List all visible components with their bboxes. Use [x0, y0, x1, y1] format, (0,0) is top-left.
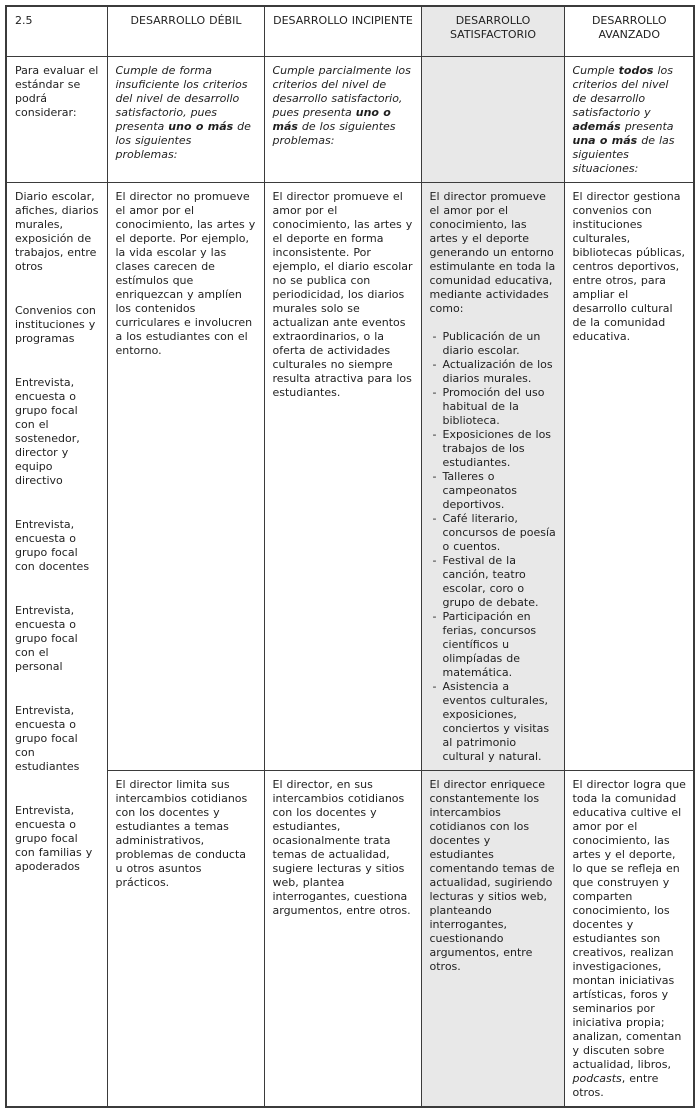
evaluation-note-cell: Para evaluar el estándar se podrá considerar: [6, 56, 107, 182]
satisfactorio-activities-list [430, 330, 557, 764]
qualifier-debil-cell [107, 56, 264, 182]
text-segment: los criterios del nivel de desarrollo satisfactorio y [572, 63, 673, 119]
header-row [6, 6, 694, 56]
instrument-item: Entrevista, encuesta o grupo focal con familias y apoderados [15, 803, 93, 873]
activity-item: - Publicación de un diario escolar. [433, 330, 557, 358]
col-header-desarrollo-avanzado: DESARROLLO AVANZADO [564, 6, 694, 56]
indicator-satisfactorio-2-cell: El director enriquece constantemente los intercambios cotidianos con los docentes y estudiantes comentando temas de actualidad, sugiriendo lecturas y sitios web, planteando interrogantes, cuestionando argumentos, entre otros. [421, 770, 564, 1107]
qualifier-incipiente-cell [264, 56, 421, 182]
indicator-row-2 [6, 770, 694, 1107]
qualifier-avanzado-cell [564, 56, 694, 182]
instrument-item: Convenios con instituciones y programas [15, 303, 96, 345]
text-segment: todos [618, 63, 654, 77]
text-segment: El director logra que toda la comunidad educativa cultive el amor por el conocimiento, las artes y el deporte, lo que se refleja en que construyen y comparten conocimiento, los docentes y estudiantes son creativos, realizan investigaciones, montan iniciativas artísticas, foros y seminarios por iniciativa propia; analizan, comentan y discuten sobre actualidad, libros, [572, 777, 686, 1071]
activity-item: - Talleres o campeonatos deportivos. [433, 470, 557, 512]
col-header-desarrollo-debil: DESARROLLO DÉBIL [107, 6, 264, 56]
text-segment: de los siguientes problemas: [272, 119, 396, 147]
instrument-item: Entrevista, encuesta o grupo focal con estudiantes [15, 703, 80, 773]
indicator-satisfactorio-1-cell [421, 182, 564, 770]
text-segment: Cumple parcialmente los criterios del nivel de desarrollo satisfactorio, pues presenta [272, 63, 411, 119]
instrument-item: Entrevista, encuesta o grupo focal con docentes [15, 517, 90, 573]
activity-item: - Café literario, concursos de poesía o cuentos. [433, 512, 557, 554]
text-segment: además [572, 119, 621, 133]
activity-item: - Actualización de los diarios murales. [433, 358, 557, 386]
text-segment: podcasts [572, 1071, 622, 1085]
qualifier-satisfactorio-cell [421, 56, 564, 182]
instrument-item: Diario escolar, afiches, diarios murales, exposición de trabajos, entre otros [15, 189, 99, 273]
text-segment: uno o más [168, 119, 234, 133]
indicator-row-1 [6, 182, 694, 770]
indicator-debil-1-cell: El director no promueve el amor por el conocimiento, las artes y el deporte. Por ejemplo, la vida escolar y las clases carecen de estímulos que enriquezcan y amplíen los contenidos curriculares e involucren a los estudiantes con el entorno. [107, 182, 264, 770]
indicator-incipiente-1-cell: El director promueve el amor por el conocimiento, las artes y el deporte en forma inconsistente. Por ejemplo, el diario escolar no se publica con periodicidad, los diarios murales solo se actualizan ante eventos extraordinarios, o la oferta de actividades culturales no siempre resulta atractiva para los estudiantes. [264, 182, 421, 770]
text-segment: de los siguientes problemas: [115, 119, 251, 161]
activity-item: - Participación en ferias, concursos científicos u olimpíadas de matemática. [433, 610, 557, 680]
instrument-item: Entrevista, encuesta o grupo focal con el sostenedor, director y equipo directivo [15, 375, 80, 487]
indicator-incipiente-2-cell: El director, en sus intercambios cotidianos con los docentes y estudiantes, ocasionalmente trata temas de actualidad, sugiere lecturas y sitios web, plantea interrogantes, cuestiona argumentos, entre otros. [264, 770, 421, 1107]
text-segment: uno o más [272, 105, 391, 133]
activity-item: - Asistencia a eventos culturales, exposiciones, conciertos y visitas al patrimonio cultural y natural. [433, 680, 557, 764]
satisfactorio-intro: El director promueve el amor por el conocimiento, las artes y el deporte generando un entorno estimulante en toda la comunidad educativa, mediante actividades como: [429, 189, 556, 315]
qualifier-row [6, 56, 694, 182]
text-segment: , entre otros. [572, 1071, 659, 1099]
rubric-table [5, 5, 695, 1108]
text-segment: una o más [572, 133, 638, 147]
activity-item: - Promoción del uso habitual de la biblioteca. [433, 386, 557, 428]
indicator-debil-2-cell: El director limita sus intercambios cotidianos con los docentes y estudiantes a temas administrativos, problemas de conducta u otros asuntos prácticos. [107, 770, 264, 1107]
text-segment: presenta [620, 119, 674, 133]
text-segment: Cumple de forma insuficiente los criterios del nivel de desarrollo satisfactorio, pues presenta [115, 63, 248, 133]
indicator-avanzado-2-cell [564, 770, 694, 1107]
activity-item: - Exposiciones de los trabajos de los estudiantes. [433, 428, 557, 470]
col-header-desarrollo-satisfactorio: DESARROLLO SATISFACTORIO [421, 6, 564, 56]
text-segment: Cumple [572, 63, 619, 77]
indicator-avanzado-1-cell: El director gestiona convenios con instituciones culturales, bibliotecas públicas, centros deportivos, entre otros, para ampliar el desarrollo cultural de la comunidad educativa. [564, 182, 694, 770]
text-segment: de las siguientes situaciones: [572, 133, 675, 175]
standard-code: 2.5 [6, 6, 107, 56]
activity-item: - Festival de la canción, teatro escolar, coro o grupo de debate. [433, 554, 557, 610]
instrument-item: Entrevista, encuesta o grupo focal con el personal [15, 603, 78, 673]
instruments-list [15, 190, 100, 874]
col-header-desarrollo-incipiente: DESARROLLO INCIPIENTE [264, 6, 421, 56]
instruments-cell [6, 182, 107, 1107]
